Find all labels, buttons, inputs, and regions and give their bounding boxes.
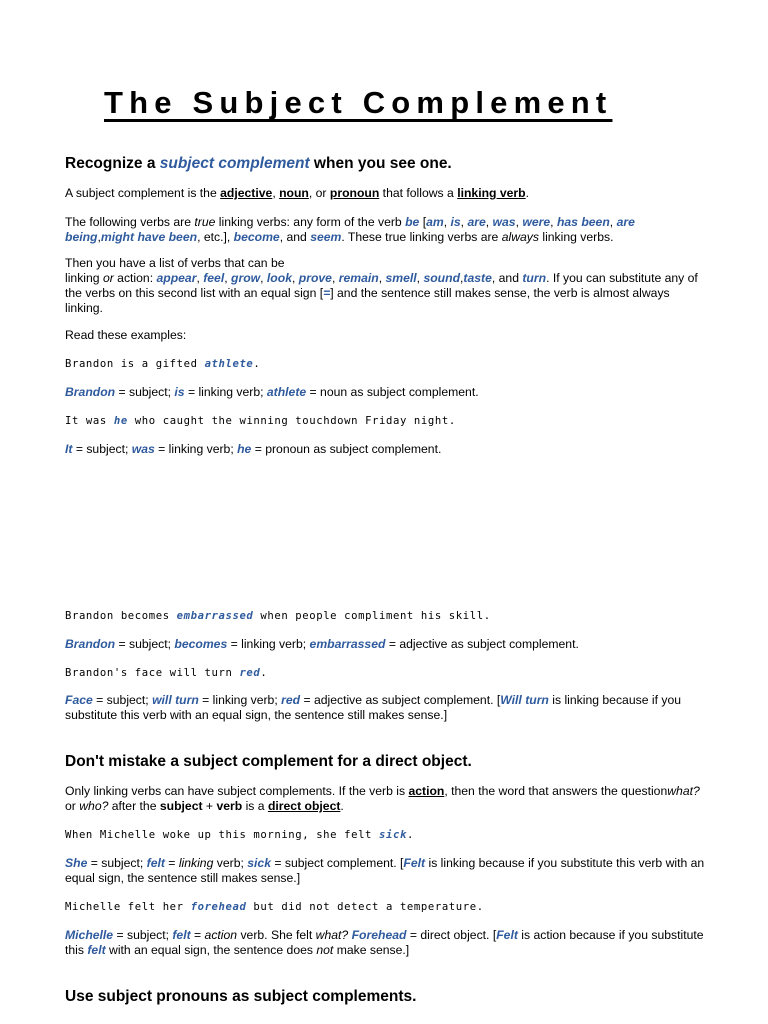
- heading-subject-pronouns: Use subject pronouns as subject complements.: [65, 988, 417, 1005]
- example-analysis: Brandon = subject; is = linking verb; athlete = noun as subject complement.: [65, 385, 479, 399]
- term-subject-complement: subject complement: [159, 155, 310, 172]
- true-linking-verbs-paragraph: The following verbs are true linking verbs: any form of the verb be [am, is, are, was, were, has been, are being,might have been, etc.], become, and seem. These true linking verbs are always linking verbs.: [65, 215, 635, 244]
- example-analysis: She = subject; felt = linking verb; sick = subject complement. [Felt is linking because if you substitute this verb with an equal sign, the sentence still makes sense.]: [65, 856, 705, 885]
- example-analysis: Brandon = subject; becomes = linking verb; embarrassed = adjective as subject complement.: [65, 637, 579, 651]
- heading-direct-object: Don't mistake a subject complement for a direct object.: [65, 753, 472, 770]
- heading-recognize: Recognize a subject complement when you see one.: [65, 155, 452, 172]
- example-sentence: Brandon becomes embarrassed when people compliment his skill.: [65, 610, 491, 622]
- linking-or-action-paragraph: Then you have a list of verbs that can be linking or action: appear, feel, grow, look, prove, remain, smell, sound,taste, and turn. If you can substitute any of the verbs on this second list with an equal sign [=] and the sentence still makes sense, the verb is almost always linking.: [65, 256, 698, 315]
- example-sentence: When Michelle woke up this morning, she felt sick.: [65, 829, 414, 841]
- example-sentence: Brandon is a gifted athlete.: [65, 358, 261, 370]
- definition-paragraph: A subject complement is the adjective, noun, or pronoun that follows a linking verb.: [65, 186, 529, 200]
- read-examples-text: Read these examples:: [65, 328, 187, 342]
- example-sentence: It was he who caught the winning touchdown Friday night.: [65, 415, 456, 427]
- example-analysis: It = subject; was = linking verb; he = pronoun as subject complement.: [65, 442, 442, 456]
- example-sentence: Michelle felt her forehead but did not detect a temperature.: [65, 901, 484, 913]
- example-analysis: Michelle = subject; felt = action verb. She felt what? Forehead = direct object. [Felt is action because if you substitute this felt with an equal sign, the sentence does not make sense.]: [65, 928, 704, 957]
- page-title: The Subject Complement: [104, 85, 613, 120]
- direct-object-paragraph: Only linking verbs can have subject complements. If the verb is action, then the word that answers the questionwhat? or who? after the subject + verb is a direct object.: [65, 784, 700, 813]
- example-analysis: Face = subject; will turn = linking verb; red = adjective as subject complement. [Will turn is linking because if you substitute this verb with an equal sign, the sentence still makes sense.]: [65, 693, 681, 722]
- example-sentence: Brandon's face will turn red.: [65, 667, 268, 679]
